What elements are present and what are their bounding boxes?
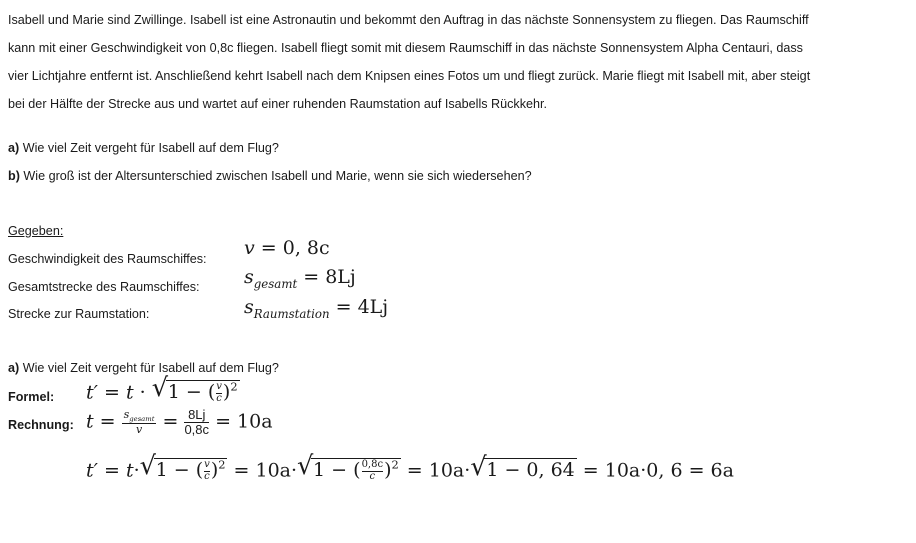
given-eq-total-distance: $s_{gesamt} = 8Lj$ xyxy=(244,266,356,291)
intro-line: vier Lichtjahre entfernt ist. Anschließend kehrt Isabell nach dem Knipsen eines Fotos um und fliegt zurück. Marie fliegt mit Isabell mit, aber steigt xyxy=(8,69,811,83)
question-b xyxy=(8,169,532,183)
intro-line: kann mit einer Geschwindigkeit von 0,8c fliegen. Isabell fliegt somit mit diesem Raumschiff in das nächste Sonnensystem Alpha Centauri, dass xyxy=(8,41,803,55)
question-a-text: Wie viel Zeit vergeht für Isabell auf dem Flug? xyxy=(22,141,279,155)
given-label-total-distance: Gesamtstrecke des Raumschiffes: xyxy=(8,280,200,294)
formula-label: Formel: xyxy=(8,390,55,404)
given-eq-station-distance: $s_{Raumstation} = 4Lj$ xyxy=(244,296,389,321)
result-equation: t′ = t· √ 1 − ( $\frac{v}{c}$ )$^2$ = 10a· √ 1 − ( $\frac{0,8c}{c}$ )$^2$ = 10a· √ 1 − 0, 64 = 10a·0, 6 = 6a xyxy=(86,451,734,483)
fraction-values: $\frac{8Lj}{0,8c}$ xyxy=(184,407,210,437)
formula-equation: t′ = t · √ 1 − ( $\frac{v}{c}$ )$^2$ xyxy=(86,373,238,404)
calc-equation-t: t = $s_{gesamt}$ v = $\frac{8Lj}{0,8c}$ = 10a xyxy=(86,407,273,437)
fraction-s-over-v: $s_{gesamt}$ v xyxy=(123,407,155,437)
given-label-speed: Geschwindigkeit des Raumschiffes: xyxy=(8,252,207,266)
solution-heading: a) Wie viel Zeit vergeht für Isabell auf dem Flug? xyxy=(8,361,279,375)
intro-line: Isabell und Marie sind Zwillinge. Isabell ist eine Astronautin und bekommt den Auftrag in das nächste Sonnensystem zu fliegen. Das Raumschiff xyxy=(8,13,809,27)
question-b-label: b) xyxy=(8,169,20,183)
question-a-label: a) xyxy=(8,141,20,155)
given-label-station-distance: Strecke zur Raumstation: xyxy=(8,307,150,321)
given-heading: Gegeben: xyxy=(8,224,64,238)
calc-label: Rechnung: xyxy=(8,418,74,432)
question-a xyxy=(8,141,279,155)
intro-line: bei der Hälfte der Strecke aus und wartet auf einer ruhenden Raumstation auf Isabells Rückkehr. xyxy=(8,97,548,111)
given-eq-speed: v = 0, 8c xyxy=(244,237,330,259)
intro-paragraph xyxy=(8,6,913,118)
question-b-text: Wie groß ist der Altersunterschied zwischen Isabell und Marie, wenn sie sich wiedersehen? xyxy=(23,169,532,183)
sqrt-radical: √ 1 − ( $\frac{v}{c}$ )$^2$ xyxy=(151,373,238,404)
